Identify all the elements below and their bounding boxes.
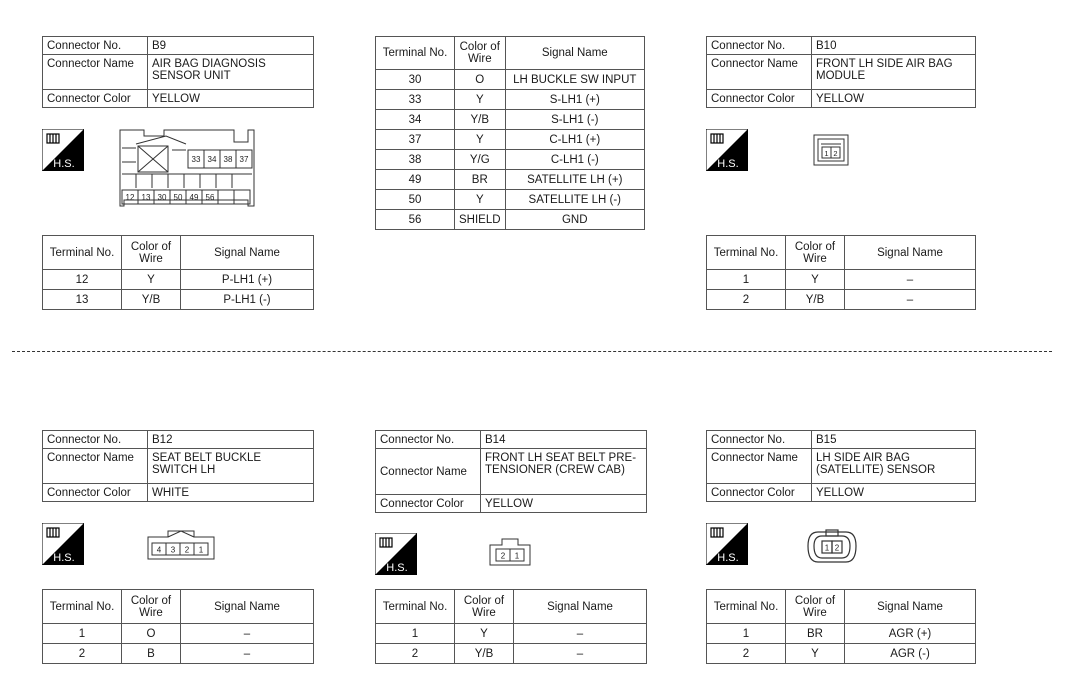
connector-color-label: Connector Color [707, 484, 812, 502]
b15-connector-face [804, 526, 860, 566]
terminal-no-header: Terminal No. [707, 236, 786, 270]
b10-pin-2: 2 [833, 149, 838, 158]
b9-pin-33: 33 [191, 155, 201, 164]
connector-name-label: Connector Name [376, 449, 481, 495]
connector-no-value: B9 [148, 37, 314, 55]
connector-no-value: B15 [812, 431, 976, 449]
connector-color-label: Connector Color [43, 90, 148, 108]
signal-name-header: Signal Name [845, 236, 976, 270]
terminal-no-header: Terminal No. [707, 590, 786, 624]
b9-terminal-table [42, 235, 314, 310]
wire-color-header: Color of Wire [122, 590, 181, 624]
connector-no-label: Connector No. [43, 431, 148, 449]
signal-name-header: Signal Name [514, 590, 647, 624]
b9-connector-info [42, 36, 314, 108]
b12-connector-face [142, 527, 220, 563]
b10-connector-face [812, 133, 850, 167]
b12-pin-1: 1 [198, 545, 204, 555]
connector-no-label: Connector No. [707, 431, 812, 449]
table-row: 12 Y P-LH1 (+) [43, 270, 314, 290]
hs-label: H.S. [717, 552, 739, 564]
b9-pin-38: 38 [223, 155, 233, 164]
connector-name-label: Connector Name [43, 449, 148, 484]
wire-color-header: Color of Wire [455, 37, 506, 70]
table-row: 34 Y/B S-LH1 (-) [376, 110, 645, 130]
connector-color-value: YELLOW [812, 90, 976, 108]
connector-color-label: Connector Color [376, 495, 481, 513]
connector-no-value: B10 [812, 37, 976, 55]
table-row: 13 Y/B P-LH1 (-) [43, 290, 314, 310]
wire-color-header: Color of Wire [122, 236, 181, 270]
signal-name-header: Signal Name [505, 37, 644, 70]
table-row: 33 Y S-LH1 (+) [376, 90, 645, 110]
table-row: 56 SHIELD GND [376, 210, 645, 230]
connector-color-label: Connector Color [43, 484, 148, 502]
connector-no-label: Connector No. [43, 37, 148, 55]
b12-connector-info [42, 430, 314, 502]
connector-name-value: FRONT LH SIDE AIR BAG MODULE [812, 55, 976, 90]
b12-pin-4: 4 [156, 545, 162, 555]
table-row: 1 O – [43, 624, 314, 644]
terminal-no-header: Terminal No. [43, 590, 122, 624]
harness-side-icon [42, 523, 84, 570]
b9-pin-13: 13 [141, 193, 151, 202]
harness-side-icon [706, 523, 748, 570]
connector-name-value: SEAT BELT BUCKLE SWITCH LH [148, 449, 314, 484]
terminal-no-header: Terminal No. [43, 236, 122, 270]
b9-pin-37: 37 [239, 155, 249, 164]
b14-terminal-table [375, 589, 647, 664]
b12-pin-2: 2 [184, 545, 190, 555]
b15-connector-info [706, 430, 976, 502]
hs-label: H.S. [386, 562, 408, 574]
hs-label: H.S. [53, 552, 75, 564]
b14-pin-2: 2 [500, 551, 506, 561]
connector-name-label: Connector Name [707, 55, 812, 90]
wire-color-header: Color of Wire [786, 590, 845, 624]
b9-pin-34: 34 [207, 155, 217, 164]
table-row: 2 Y/B – [707, 290, 976, 310]
harness-side-icon [706, 129, 748, 176]
connector-name-value: AIR BAG DIAGNOSIS SENSOR UNIT [148, 55, 314, 90]
connector-color-value: YELLOW [481, 495, 647, 513]
connector-no-label: Connector No. [376, 431, 481, 449]
b15-pin-1: 1 [824, 543, 830, 553]
hs-label: H.S. [53, 158, 75, 170]
harness-side-icon [42, 129, 84, 176]
table-row: 30 O LH BUCKLE SW INPUT [376, 70, 645, 90]
table-row: 2 B – [43, 644, 314, 664]
connector-name-value: FRONT LH SEAT BELT PRE-TENSIONER (CREW CAB) [481, 449, 647, 495]
b14-connector-face [486, 535, 534, 569]
table-row: 2 Y AGR (-) [707, 644, 976, 664]
connector-no-label: Connector No. [707, 37, 812, 55]
b10-pin-1: 1 [824, 149, 829, 158]
table-row: 1 BR AGR (+) [707, 624, 976, 644]
b12-terminal-table [42, 589, 314, 664]
b15-terminal-table [706, 589, 976, 664]
connector-no-value: B14 [481, 431, 647, 449]
b9-continued-terminal-table [375, 36, 645, 230]
harness-side-icon [375, 533, 417, 580]
b9-connector-face [116, 128, 256, 210]
table-row: 38 Y/G C-LH1 (-) [376, 150, 645, 170]
b9-pin-56: 56 [205, 193, 215, 202]
b9-pin-49: 49 [189, 193, 199, 202]
connector-color-value: YELLOW [812, 484, 976, 502]
table-row: 1 Y – [376, 624, 647, 644]
b9-pin-50: 50 [173, 193, 183, 202]
connector-name-label: Connector Name [707, 449, 812, 484]
terminal-no-header: Terminal No. [376, 37, 455, 70]
signal-name-header: Signal Name [181, 236, 314, 270]
table-row: 2 Y/B – [376, 644, 647, 664]
hs-label: H.S. [717, 158, 739, 170]
connector-name-label: Connector Name [43, 55, 148, 90]
terminal-no-header: Terminal No. [376, 590, 455, 624]
connector-no-value: B12 [148, 431, 314, 449]
b9-pin-12: 12 [125, 193, 135, 202]
wire-color-header: Color of Wire [786, 236, 845, 270]
connector-color-value: WHITE [148, 484, 314, 502]
signal-name-header: Signal Name [181, 590, 314, 624]
b15-pin-2: 2 [834, 543, 840, 553]
signal-name-header: Signal Name [845, 590, 976, 624]
table-row: 37 Y C-LH1 (+) [376, 130, 645, 150]
connector-color-label: Connector Color [707, 90, 812, 108]
table-row: 1 Y – [707, 270, 976, 290]
table-row: 50 Y SATELLITE LH (-) [376, 190, 645, 210]
b9-pin-30: 30 [157, 193, 167, 202]
b14-connector-info [375, 430, 647, 513]
wire-color-header: Color of Wire [455, 590, 514, 624]
connector-color-value: YELLOW [148, 90, 314, 108]
section-divider [12, 351, 1052, 352]
b10-terminal-table [706, 235, 976, 310]
b10-connector-info [706, 36, 976, 108]
connector-name-value: LH SIDE AIR BAG (SATELLITE) SENSOR [812, 449, 976, 484]
table-row: 49 BR SATELLITE LH (+) [376, 170, 645, 190]
b12-pin-3: 3 [170, 545, 176, 555]
b14-pin-1: 1 [514, 551, 520, 561]
